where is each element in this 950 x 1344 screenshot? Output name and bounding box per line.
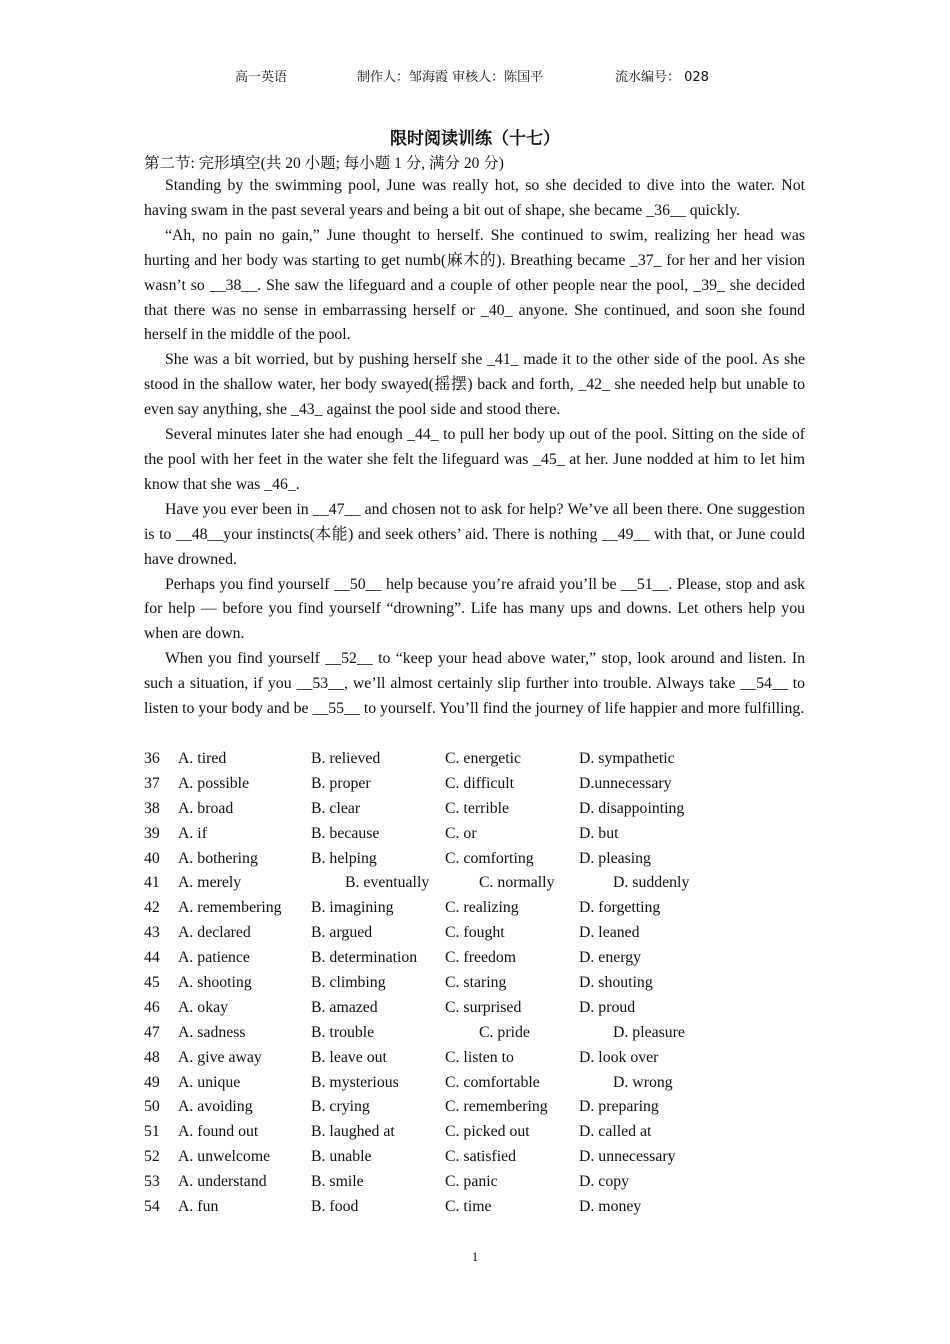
option-b: B. because [311, 824, 380, 842]
question-number: 41 [144, 874, 160, 892]
option-a: A. found out [178, 1123, 259, 1141]
option-d: D. wrong [613, 1073, 673, 1091]
section-heading: 第二节: 完形填空(共 20 小题; 每小题 1 分, 满分 20 分) [144, 155, 504, 172]
paragraph: Have you ever been in __47__ and chosen not to ask for help? We’ve all been there. One suggestion is to __48__your instincts(本能) and seek others’ aid. There is nothing __49__ with that, or June could have drowned. [144, 500, 805, 568]
option-d: D. disappointing [579, 799, 685, 817]
option-a: A. avoiding [178, 1098, 253, 1116]
paragraph: “Ah, no pain no gain,” June thought to herself. She continued to swim, realizing her head was hurting and her body was starting to get numb(麻木的). Breathing became _37_ for her and her vision wasn’t so __38__. She saw the lifeguard and a couple of other people near the pool, _39_ she decided that there was no sense in embarrassing herself or _40_ anyone. She continued, and soon she found herself in the middle of the pool. [144, 226, 805, 344]
option-a: A. okay [178, 998, 229, 1016]
option-c: C. realizing [445, 899, 519, 917]
option-a: A. unwelcome [178, 1148, 271, 1166]
header-authors: 制作人：邹海霞 审核人：陈国平 [357, 70, 544, 85]
option-b: B. imagining [311, 899, 394, 917]
option-d: D. look over [579, 1048, 659, 1066]
question-number: 42 [144, 899, 160, 917]
option-d: D. money [579, 1198, 642, 1216]
option-c: C. or [445, 824, 477, 842]
option-a: A. merely [178, 874, 242, 892]
option-c: C. comfortable [445, 1073, 540, 1091]
option-a: A. tired [178, 750, 227, 767]
option-b: B. amazed [311, 998, 378, 1016]
question-number: 49 [144, 1073, 160, 1091]
page-title: 限时阅读训练（十七） [390, 129, 560, 149]
question-number: 52 [144, 1148, 160, 1166]
question-number: 40 [144, 849, 160, 867]
option-c: C. energetic [445, 750, 522, 767]
option-c: C. remembering [445, 1098, 548, 1116]
option-d: D. energy [579, 949, 641, 967]
option-c: C. fought [445, 924, 505, 942]
question-number: 50 [144, 1098, 160, 1116]
option-d: D. pleasure [613, 1023, 685, 1041]
question-number: 46 [144, 998, 160, 1016]
paragraph: Perhaps you find yourself __50__ help because you’re afraid you’ll be __51__. Please, stop and ask for help — before you find yourself “drowning”. Life has many ups and downs. Let others help you when are down. [144, 575, 805, 643]
option-a: A. bothering [178, 849, 258, 867]
paragraph: Standing by the swimming pool, June was really hot, so she decided to dive into the water. Not having swam in the past several years and being a bit out of shape, she became _36__ quickly. [144, 177, 805, 219]
option-d: D. leaned [579, 924, 640, 942]
option-b: B. determination [311, 949, 418, 967]
option-a: A. understand [178, 1173, 267, 1191]
option-d: D. copy [579, 1173, 630, 1191]
option-c: C. listen to [445, 1048, 514, 1066]
cloze-passage [144, 174, 805, 722]
option-b: B. mysterious [311, 1073, 399, 1091]
option-d: D. but [579, 824, 619, 842]
option-b: B. smile [311, 1173, 364, 1191]
header-subject: 高一英语 [235, 70, 288, 85]
option-b: B. relieved [311, 750, 381, 767]
option-b: B. trouble [311, 1023, 375, 1041]
option-d: D. shouting [579, 974, 653, 992]
page-number: 1 [471, 1249, 479, 1264]
option-d: D. suddenly [613, 874, 690, 892]
option-d: D. forgetting [579, 899, 661, 917]
option-a: A. sadness [178, 1023, 246, 1041]
paragraph: When you find yourself __52__ to “keep your head above water,” stop, look around and listen. In such a situation, if you __53__, we’ll almost certainly slip further into trouble. Always take __54__ to listen to your body and be __55__ to yourself. You’ll find the journey of life happier and more fulfilling. [144, 650, 805, 718]
question-number: 53 [144, 1173, 160, 1191]
question-number: 39 [144, 824, 160, 842]
option-d: D. preparing [579, 1098, 659, 1116]
option-c: C. surprised [445, 998, 522, 1016]
option-c: C. satisfied [445, 1148, 517, 1166]
option-b: B. leave out [311, 1048, 387, 1066]
question-number: 43 [144, 924, 160, 942]
option-c: C. difficult [445, 774, 515, 792]
option-b: B. helping [311, 849, 377, 867]
paragraph: Several minutes later she had enough _44_ to pull her body up out of the pool. Sitting on the side of the pool with her feet in the water she felt the lifeguard was _45_ at her. June nodded at him to let him know that she was _46_. [144, 426, 805, 493]
option-a: A. shooting [178, 974, 252, 992]
option-c: C. picked out [445, 1123, 530, 1141]
option-b: B. climbing [311, 974, 386, 992]
option-c: C. pride [479, 1023, 530, 1041]
option-a: A. declared [178, 924, 251, 942]
question-number: 45 [144, 974, 160, 992]
question-number: 37 [144, 774, 160, 792]
option-b: B. unable [311, 1148, 372, 1166]
question-number: 47 [144, 1023, 160, 1041]
option-c: C. normally [479, 874, 555, 892]
option-a: A. patience [178, 949, 250, 967]
question-number: 54 [144, 1198, 160, 1216]
option-a: A. if [178, 824, 207, 842]
option-b: B. crying [311, 1098, 370, 1116]
option-a: A. give away [178, 1048, 262, 1066]
option-a: A. broad [178, 799, 234, 817]
option-c: C. terrible [445, 799, 510, 817]
option-c: C. time [445, 1198, 492, 1216]
question-number: 36 [144, 750, 160, 767]
option-a: A. possible [178, 774, 250, 792]
option-b: B. proper [311, 774, 371, 792]
option-c: C. comforting [445, 849, 534, 867]
header-serial: 流水编号： 028 [615, 70, 709, 85]
option-d: D.unnecessary [579, 774, 672, 792]
question-number: 48 [144, 1048, 160, 1066]
option-d: D. pleasing [579, 849, 651, 867]
option-d: D. proud [579, 998, 636, 1016]
question-number: 51 [144, 1123, 160, 1141]
option-b: B. food [311, 1198, 359, 1216]
option-c: C. freedom [445, 949, 517, 967]
option-c: C. staring [445, 974, 507, 992]
option-a: A. fun [178, 1198, 219, 1216]
option-b: B. clear [311, 799, 361, 817]
option-a: A. unique [178, 1073, 241, 1091]
option-d: D. called at [579, 1123, 652, 1141]
option-b: B. argued [311, 924, 373, 942]
option-d: D. unnecessary [579, 1148, 676, 1166]
paragraph: She was a bit worried, but by pushing herself she _41_ made it to the other side of the pool. As she stood in the shallow water, her body swayed(摇摆) back and forth, _42_ she needed help but unable to even say anything, she _43_ against the pool side and stood there. [144, 351, 805, 419]
option-d: D. sympathetic [579, 750, 675, 767]
option-b: B. laughed at [311, 1123, 395, 1141]
option-c: C. panic [445, 1173, 498, 1191]
option-b: B. eventually [345, 874, 430, 892]
question-number: 38 [144, 799, 160, 817]
option-a: A. remembering [178, 899, 282, 917]
question-number: 44 [144, 949, 160, 967]
